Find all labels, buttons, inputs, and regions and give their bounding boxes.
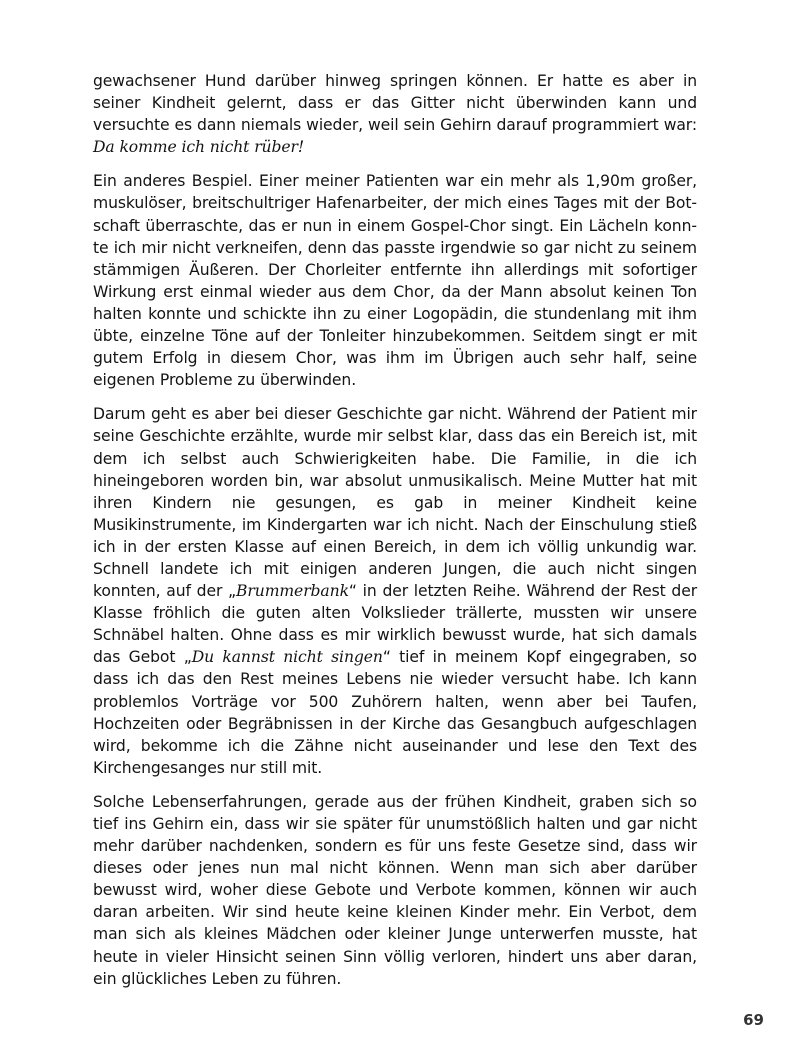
paragraph <box>93 170 697 391</box>
text-run: “ tief in meinem Kopf eingegraben, so dass ich das den Rest meines Lebens nie wieder versucht habe. Ich kann problemlos Vorträge vor 500 Zuhörern halten, wenn aber bei Taufen, Hochzeiten oder Begräbnissen in der Kirche das Gesangbuch aufgeschlagen wird, bekomme ich die Zähne nicht auseinander und lese den Text des Kirchengesanges nur still mit. <box>93 648 697 777</box>
body-text <box>93 70 697 1002</box>
italic-text-run: Da komme ich nicht rüber! <box>93 138 305 157</box>
italic-text-run: Du kannst nicht singen <box>191 648 383 667</box>
text-run: Ein anderes Bespiel. Einer meiner Patienten war ein mehr als 1,90m großer, muskulöser, breitschultriger Hafenarbeiter, der mich eines Tages mit der Botschaft überraschte, das er nun in einem Gospel-Chor singt. Ein Lächeln konnte ich mir nicht verkneifen, denn das passte irgendwie so gar nicht zu seinem stämmigen Äußeren. Der Chorleiter entfernte ihn allerdings mit sofortiger Wirkung erst einmal wieder aus dem Chor, da der Mann absolut keinen Ton halten konnte und schickte ihn zu einer Logopädin, die stundenlang mit ihm übte, einzelne Töne auf der Tonleiter hinzubekommen. Seitdem singt er mit gutem Erfolg in diesem Chor, was ihm im Übrigen auch sehr half, seine eigenen Probleme zu überwinden. <box>93 172 697 390</box>
text-run: gewachsener Hund darüber hinweg springen können. Er hatte es aber in seiner Kindheit gelernt, dass er das Gitter nicht überwinden kann und versuchte es dann niemals wieder, weil sein Gehirn darauf programmiert war: <box>93 72 697 135</box>
italic-text-run: Brummerbank <box>236 582 349 601</box>
paragraph <box>93 70 697 158</box>
paragraph <box>93 791 697 990</box>
page-number: 69 <box>743 1011 764 1029</box>
text-run: “ in der letzten Reihe. Während der Rest der Klasse fröhlich die guten alten Volkslieder trällerte, mussten wir unsere Schnäbel halten. Ohne dass es mir wirklich bewusst wurde, hat sich damals das Gebot „ <box>93 582 697 667</box>
text-run: Darum geht es aber bei dieser Geschichte gar nicht. Während der Patient mir seine Geschichte erzählte, wurde mir selbst klar, dass das ein Bereich ist, mit dem ich selbst auch Schwierigkeiten habe. Die Familie, in die ich hineingeboren worden bin, war absolut unmusikalisch. Meine Mutter hat mit ihren Kindern nie gesungen, es gab in meiner Kindheit keine Musikinstrumente, im Kindergarten war ich nicht. Nach der Einschulung stieß ich in der ersten Klasse auf einen Bereich, in dem ich völlig unkundig war. Schnell landete ich mit einigen anderen Jungen, die auch nicht singen konnten, auf der „ <box>93 405 697 601</box>
paragraph <box>93 403 697 779</box>
text-run: Solche Lebenserfahrungen, gerade aus der frühen Kindheit, graben sich so tief ins Gehirn ein, dass wir sie später für unumstößlich halten und gar nicht mehr darüber nachdenken, sondern es für uns feste Gesetze sind, dass wir dieses oder jenes nun mal nicht können. Wenn man sich aber darüber bewusst wird, woher diese Gebote und Verbote kommen, können wir auch daran arbeiten. Wir sind heute keine kleinen Kinder mehr. Ein Verbot, dem man sich als kleines Mädchen oder kleiner Junge unterwerfen musste, hat heute in vieler Hinsicht seinen Sinn völlig verloren, hindert uns aber daran, ein glückliches Leben zu führen. <box>93 792 697 988</box>
